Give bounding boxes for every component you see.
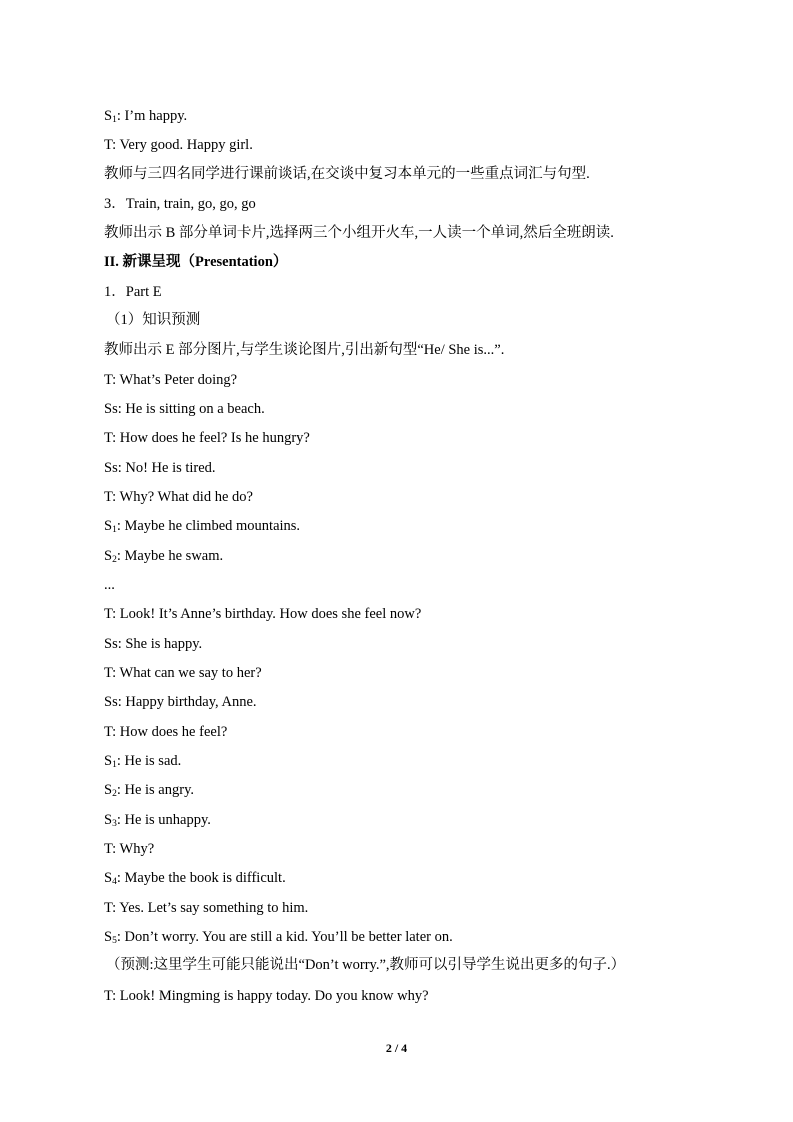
dialogue-line: $S_1$: He is sad. [104,753,182,770]
dialogue-line: $S_3$: He is unhappy. [104,812,211,829]
dialogue-line: $S_1$: Maybe he climbed mountains. [104,518,301,535]
dialogue-line: $S_2$: Maybe he swam. [104,548,224,565]
dialogue-line: T: Look! Mingming is happy today. Do you know why? [104,988,429,1004]
section-heading: 3．Train, train, go, go, go [104,196,256,212]
dialogue-line: T: How does he feel? Is he hungry? [104,430,310,446]
dialogue-line: Ss: He is sitting on a beach. [104,401,265,417]
dialogue-line: $S_4$: Maybe the book is difficult. [104,870,286,887]
dialogue-line: Ss: Happy birthday, Anne. [104,694,257,710]
subsection-heading: （1）知识预测 [106,312,201,328]
ellipsis-line: ... [104,577,115,593]
dialogue-line: Ss: She is happy. [104,636,203,652]
instruction-paragraph: 教师出示 E 部分图片,与学生谈论图片,引出新句型“He/ She is...”. [104,342,505,358]
dialogue-line: $S_1$: I’m happy. [104,108,188,125]
dialogue-line: Ss: No! He is tired. [104,460,216,476]
dialogue-line: T: What’s Peter doing? [104,372,238,388]
dialogue-line: T: What can we say to her? [104,665,262,681]
subsection-heading: 1．Part E [104,284,162,300]
dialogue-line: T: Why? [104,841,155,857]
section-heading: II. 新课呈现（Presentation） [104,254,288,270]
prediction-note: （预测:这里学生可能只能说出“Don’t worry.”,教师可以引导学生说出更多的句子.） [106,957,626,973]
instruction-paragraph: 教师出示 B 部分单词卡片,选择两三个小组开火车,一人读一个单词,然后全班朗读. [104,225,614,241]
dialogue-line: T: Yes. Let’s say something to him. [104,900,309,916]
dialogue-line: $S_2$: He is angry. [104,782,195,799]
dialogue-line: T: Very good. Happy girl. [104,137,253,153]
dialogue-line: T: Why? What did he do? [104,489,253,505]
dialogue-line: $S_5$: Don’t worry. You are still a kid. You’ll be better later on. [104,929,453,946]
instruction-paragraph: 教师与三四名同学进行课前谈话,在交谈中复习本单元的一些重点词汇与句型. [104,166,590,182]
dialogue-line: T: Look! It’s Anne’s birthday. How does she feel now? [104,606,422,622]
page-number: 2 / 4 [385,1041,408,1055]
dialogue-line: T: How does he feel? [104,724,228,740]
